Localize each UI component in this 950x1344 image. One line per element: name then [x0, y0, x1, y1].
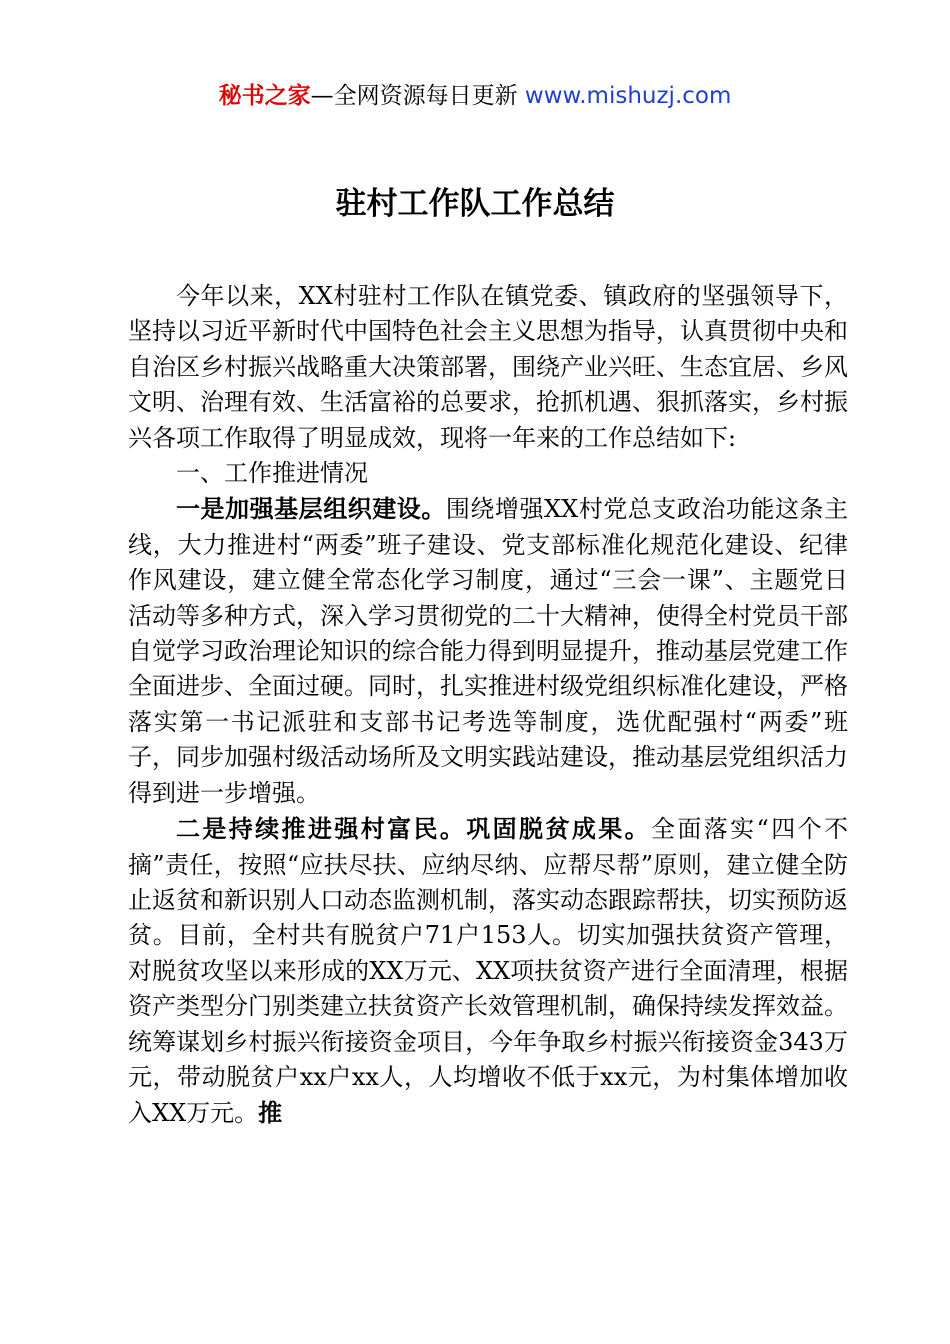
paragraph-organization: [128, 491, 848, 811]
paragraph-text: 围绕增强XX村党总支政治功能这条主线，大力推进村“两委”班子建设、党支部标准化规范化建设、纪律作风建设，建立健全常态化学习制度，通过“三会一课”、主题党日活动等多种方式，深入学习贯彻党的二十大精神，使得全村党员干部自觉学习政治理论知识的综合能力得到明显提升，推动基层党建工作全面进步、全面过硬。同时，扎实推进村级党组织标准化建设，严格落实第一书记派驻和支部书记考选等制度，选优配强村“两委”班子，同步加强村级活动场所及文明实践站建设，推动基层党组织活力得到进一步增强。: [128, 495, 849, 807]
paragraph-lead: 一是加强基层组织建设。: [176, 494, 446, 524]
intro-paragraph: 今年以来，XX村驻村工作队在镇党委、镇政府的坚强领导下，坚持以习近平新时代中国特色社会主义思想为指导，认真贯彻中央和自治区乡村振兴战略重大决策部署，围绕产业兴旺、生态宜居、乡风文明、治理有效、生活富裕的总要求，抢抓机遇、狠抓落实，乡村振兴各项工作取得了明显成效，现将一年来的工作总结如下:: [128, 282, 848, 452]
site-url-link[interactable]: www.mishuzj.com: [524, 83, 732, 109]
site-banner: [0, 80, 950, 112]
paragraph-text: 全面落实“四个不摘”责任，按照“应扶尽扶、应纳尽纳、应帮尽帮”原则，建立健全防止返贫和新识别人口动态监测机制，落实动态跟踪帮扶，切实预防返贫。目前，全村共有脱贫户71户153人。切实加强扶贫资产管理，对脱贫攻坚以来形成的XX万元、XX项扶贫资产进行全面清理，根据资产类型分门别类建立扶贫资产长效管理机制，确保持续发挥效益。统筹谋划乡村振兴衔接资金项目，今年争取乡村振兴衔接资金343万元，带动脱贫户xx户xx人，人均增收不低于xx元，为村集体增加收入XX万元。: [128, 815, 848, 1128]
site-slogan: —全网资源每日更新: [310, 83, 518, 109]
document-title: 驻村工作队工作总结: [335, 186, 615, 222]
paragraph-prosperity: [128, 811, 848, 1132]
section-heading: 一、工作推进情况: [176, 459, 368, 488]
paragraph-continuation: 推: [258, 1098, 283, 1128]
site-brand: 秘书之家: [218, 83, 311, 109]
paragraph-lead: 二是持续推进强村富民。巩固脱贫成果。: [176, 814, 651, 844]
document-body: [128, 279, 848, 1132]
